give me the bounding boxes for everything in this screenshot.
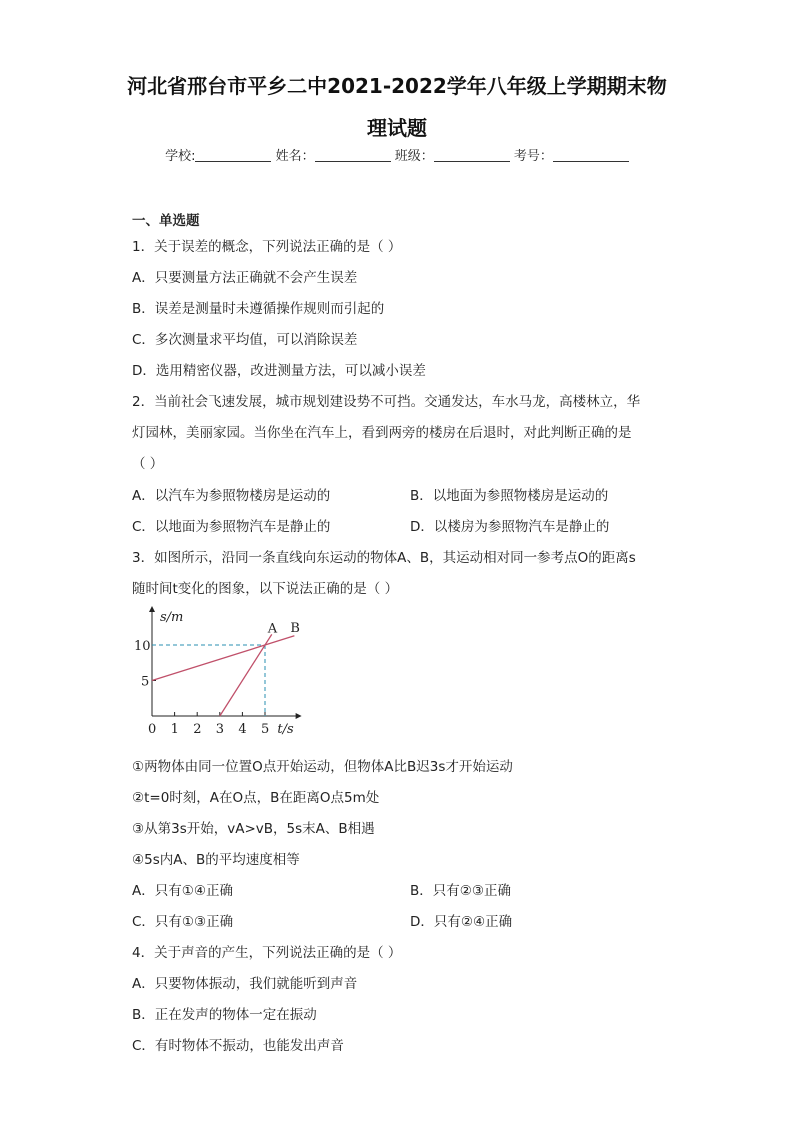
q3-option-b: B．只有②③正确 [410,883,511,899]
q4-option-b: B．正在发声的物体一定在振动 [132,1007,317,1023]
y-tick-label: 10 [134,639,151,654]
q2-stem-line3: （ ） [132,456,164,472]
q1-option-c: C．多次测量求平均值，可以消除误差 [132,332,358,348]
series-line-b [152,636,294,681]
q3-statement-2: ②t=0时刻，A在O点，B在距离O点5m处 [132,790,380,806]
q3-stem-line2: 随时间t变化的图象，以下说法正确的是（ ） [132,581,399,597]
q1-stem: 1．关于误差的概念，下列说法正确的是（ ） [132,239,402,255]
x-tick-label: 5 [261,722,270,737]
q3-statement-1: ①两物体由同一位置O点开始运动，但物体A比B迟3s才开始运动 [132,759,513,775]
s-t-graph [134,603,308,738]
q1-option-d: D．选用精密仪器，改进测量方法，可以减小误差 [132,363,426,379]
q3-statement-3: ③从第3s开始，vA>vB，5s末A、B相遇 [132,821,375,837]
q3-stem-line1: 3．如图所示，沿同一条直线向东运动的物体A、B，其运动相对同一参考点O的距离s [132,550,636,566]
series-line-a [220,634,272,716]
y-tick-label: 5 [141,674,150,690]
name-label: 姓名： [275,149,315,164]
q4-option-c: C．有时物体不振动，也能发出声音 [132,1038,344,1054]
q2-stem-line2: 灯园林，美丽家园。当你坐在汽车上，看到两旁的楼房在后退时，对此判断正确的是 [132,425,632,441]
q4-option-a: A．只要物体振动，我们就能听到声音 [132,976,358,992]
q2-stem-line1: 2．当前社会飞速发展，城市规划建设势不可挡。交通发达，车水马龙，高楼林立，华 [132,394,641,410]
school-blank[interactable] [195,149,271,162]
q2-option-c: C．以地面为参照物汽车是静止的 [132,519,331,535]
q4-stem: 4．关于声音的产生，下列说法正确的是（ ） [132,945,402,961]
document-title-line2: 理试题 [367,116,427,140]
y-axis-label: s/m [160,610,184,625]
x-tick-label: 4 [238,722,247,737]
number-label: 考号： [513,149,553,164]
document-title-line1: 河北省邢台市平乡二中2021-2022学年八年级上学期期末物 [127,74,667,98]
x-tick-label: 1 [170,722,179,737]
class-label: 班级： [394,149,434,164]
q1-option-a: A．只要测量方法正确就不会产生误差 [132,270,358,286]
q3-statement-4: ④5s内A、B的平均速度相等 [132,852,300,868]
x-tick-label: 2 [193,722,202,737]
q2-option-a: A．以汽车为参照物楼房是运动的 [132,488,331,504]
x-axis-label: t/s [277,722,294,737]
q2-option-d: D．以楼房为参照物汽车是静止的 [410,519,610,535]
section-heading: 一、单选题 [132,213,200,229]
q3-option-c: C．只有①③正确 [132,914,234,930]
name-blank[interactable] [315,149,391,162]
y-axis-arrow [149,606,155,612]
number-blank[interactable] [553,149,629,162]
q3-option-d: D．只有②④正确 [410,914,513,930]
q3-option-a: A．只有①④正确 [132,883,233,899]
series-label-b: B [290,620,300,636]
series-label-a: A [267,621,278,637]
x-tick-label: 3 [215,722,225,737]
q1-option-b: B．误差是测量时未遵循操作规则而引起的 [132,301,385,317]
x-tick-label: 0 [148,722,157,737]
class-blank[interactable] [434,149,510,162]
school-label: 学校: [165,149,196,164]
q2-option-b: B．以地面为参照物楼房是运动的 [410,488,609,504]
student-info-row [0,145,794,164]
x-axis-arrow [296,713,302,719]
